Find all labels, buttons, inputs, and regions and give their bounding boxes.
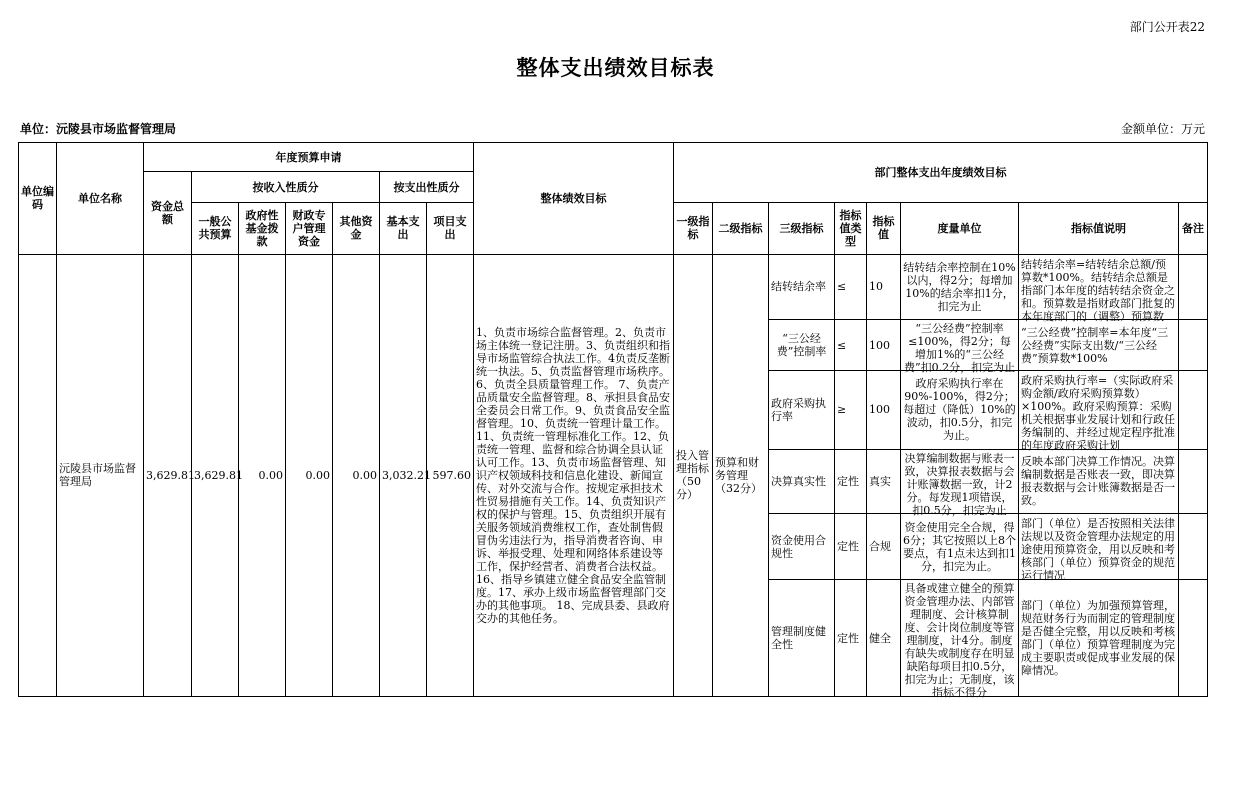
money-unit-label: 金额单位：万元 <box>1120 122 1205 136</box>
cell-value-type: ≤ <box>835 254 867 319</box>
header-value-desc: 指标值说明 <box>1019 203 1179 254</box>
cell-value-desc <box>1019 449 1179 513</box>
cell-general-budget: 3,629.81 <box>192 254 239 696</box>
value-desc-text: “三公经费”控制率=本年度“三公经费”实际支出数/“三公经费”预算数*100% <box>1021 325 1169 365</box>
cell-level3: 决算真实性 <box>769 449 835 513</box>
cell-value-desc <box>1019 319 1179 370</box>
cell-value-desc <box>1019 580 1179 697</box>
cell-value-type: ≤ <box>835 319 867 370</box>
cell-value: 合规 <box>867 513 901 579</box>
cell-level3: 结转结余率 <box>769 254 835 319</box>
cell-remark <box>1179 371 1208 449</box>
header-remark: 备注 <box>1179 203 1208 254</box>
cell-level3: 资金使用合规性 <box>769 513 835 579</box>
unit-measure-text: 结转结余率控制在10%以内，得2分；每增加10%的结余率扣1分，扣完为止 <box>903 260 1016 313</box>
header-value: 指标值 <box>867 203 901 254</box>
header-level2: 二级指标 <box>713 203 769 254</box>
header-overall-goal: 整体绩效目标 <box>474 143 674 255</box>
header-basic-exp: 基本支出 <box>380 203 427 254</box>
cell-unit-name: 沅陵县市场监督管理局 <box>57 254 144 696</box>
cell-unit-measure <box>901 580 1019 700</box>
cell-level2: 预算和财务管理（32分） <box>713 254 769 696</box>
cell-value-desc <box>1019 371 1179 452</box>
unit-measure-text: 政府采购执行率在90%-100%，得2分；每超过（降低）10%的波动，扣0.5分，扣完为止。 <box>903 377 1016 443</box>
header-annual-budget: 年度预算申请 <box>144 143 474 172</box>
cell-overall-goal: 1、负责市场综合监督管理。2、负责市场主体统一登记注册。3、负责组织和指导市场监管综合执法工作。4负责反垄断统一执法。5、负责监督管理市场秩序。6、负责全县质量管理工作。 7、负责产品质量安全监督管理。8、承担县食品安全委员会日常工作。9、负责食品安全监督管理。10、负责统一管理计量工作。11、负责统一管理标准化工作。12、负责统一管理、监督和综合协调全县认证认可工作。13、负责市场监督管理、知识产权领域科技和信息化建设、新闻宣传、对外交流与合作。按规定承担技术性贸易措施有关工作。14、负责知识产权的保护与管理。15、负责组织开展有关服务领域消费维权工作，查处制售假冒伪劣违法行为，指导消费者咨询、申诉、举报受理、处理和网络体系建设等工作，保护经营者、消费者合法权益。16、指导乡镇建立健全食品安全监管制度。17、承办上级市场监督管理部门交办的其他事项。 18、完成县委、县政府交办的其他任务。 <box>474 254 674 696</box>
cell-unit-measure <box>901 371 1019 449</box>
cell-remark <box>1179 254 1208 319</box>
value-desc-text: 部门（单位）为加强预算管理，规范财务行为而制定的管理制度是否健全完整，用以反映和考核部门（单位）预算管理制度为完成主要职责或促成事业发展的保障情况。 <box>1021 599 1176 678</box>
cell-value-type: 定性 <box>835 513 867 579</box>
header-general-budget: 一般公共预算 <box>192 203 239 254</box>
header-level1: 一级指标 <box>674 203 713 254</box>
cell-basic-exp: 3,032.21 <box>380 254 427 696</box>
cell-unit-code <box>19 254 57 696</box>
header-other-funds: 其他资金 <box>333 203 380 254</box>
cell-value: 100 <box>867 319 901 370</box>
table-row <box>19 254 1208 319</box>
cell-value: 100 <box>867 371 901 449</box>
header-dept-goal: 部门整体支出年度绩效目标 <box>674 143 1208 203</box>
cell-special-account: 0.00 <box>286 254 333 696</box>
value-desc-text: 结转结余率=结转结余总额/预算数*100%。结转结余总额是指部门本年度的结转结余资金之和。预算数是指财政部门批复的本年度部门的（调整）预算数 <box>1021 257 1176 323</box>
cell-remark <box>1179 513 1208 579</box>
header-value-type: 指标值类型 <box>835 203 867 254</box>
value-desc-text: 部门（单位）是否按照相关法律法规以及资金管理办法规定的用途使用预算资金，用以反映和考核部门（单位）预算资金的规范运行情况 <box>1021 516 1176 582</box>
cell-value: 真实 <box>867 449 901 513</box>
cell-other-funds: 0.00 <box>333 254 380 696</box>
cell-level3: 管理制度健全性 <box>769 580 835 697</box>
cell-value-type: ≥ <box>835 371 867 449</box>
cell-gov-fund: 0.00 <box>239 254 286 696</box>
cell-value: 健全 <box>867 580 901 697</box>
cell-unit-measure <box>901 449 1019 518</box>
page-title: 整体支出绩效目标表 <box>516 56 715 80</box>
cell-unit-measure <box>901 254 1019 319</box>
unit-measure-text: “三公经费”控制率≤100%，得2分；每增加1%的“三公经费”扣0.2分，扣完为止 <box>903 322 1016 375</box>
header-by-income: 按收入性质分 <box>192 172 380 203</box>
header-unit-code: 单位编码 <box>19 143 57 255</box>
cell-level3: 政府采购执行率 <box>769 371 835 449</box>
cell-project-exp: 597.60 <box>427 254 474 696</box>
cell-remark <box>1179 449 1208 513</box>
header-total: 资金总额 <box>144 172 192 254</box>
cell-remark <box>1179 580 1208 697</box>
cell-level3: “三公经费”控制率 <box>769 319 835 370</box>
header-unit-name: 单位名称 <box>57 143 144 255</box>
cell-value-type: 定性 <box>835 580 867 697</box>
header-gov-fund: 政府性基金拨款 <box>239 203 286 254</box>
cell-value-type: 定性 <box>835 449 867 513</box>
cell-value-desc <box>1019 513 1179 582</box>
cell-level1: 投入管理指标（50分） <box>674 254 713 696</box>
form-number: 部门公开表22 <box>1129 20 1205 34</box>
performance-table <box>18 142 1208 700</box>
unit-measure-text: 资金使用完全合规，得6分；其它按照以上8个要点，有1点未达到扣1分，扣完为止。 <box>903 520 1017 573</box>
unit-measure-text: 具备或建立健全的预算资金管理办法、内部管理制度、会计核算制度、会计岗位制度等管理制度，计4分。制度有缺失或制度存在明显缺陷每项目扣0.5分，扣完为止；无制度，该指标不得分 <box>904 582 1015 700</box>
header-by-expense: 按支出性质分 <box>380 172 474 203</box>
cell-value: 10 <box>867 254 901 319</box>
cell-value-desc <box>1019 254 1179 323</box>
value-desc-text: 反映本部门决算工作情况。决算编制数据是否账表一致，即决算报表数据与会计账簿数据是否一致。 <box>1021 455 1176 508</box>
unit-measure-text: 决算编制数据与账表一致，决算报表数据与会计账簿数据一致，计2分。每发现1项错误，扣0.5分，扣完为止 <box>904 452 1015 518</box>
header-row-1 <box>19 143 1208 172</box>
value-desc-text: 政府采购执行率=（实际政府采购金额/政府采购预算数）×100%。政府采购预算：采购机关根据事业发展计划和行政任务编制的、并经过规定程序批准的年度政府采购计划 <box>1021 373 1176 452</box>
cell-total: 3,629.81 <box>144 254 192 696</box>
header-level3: 三级指标 <box>769 203 835 254</box>
unit-label: 单位：沅陵县市场监督管理局 <box>20 122 177 136</box>
header-unit-measure: 度量单位 <box>901 203 1019 254</box>
header-project-exp: 项目支出 <box>427 203 474 254</box>
cell-remark <box>1179 319 1208 370</box>
cell-unit-measure <box>901 513 1019 579</box>
cell-unit-measure <box>901 319 1019 375</box>
header-special-account: 财政专户管理资金 <box>286 203 333 254</box>
